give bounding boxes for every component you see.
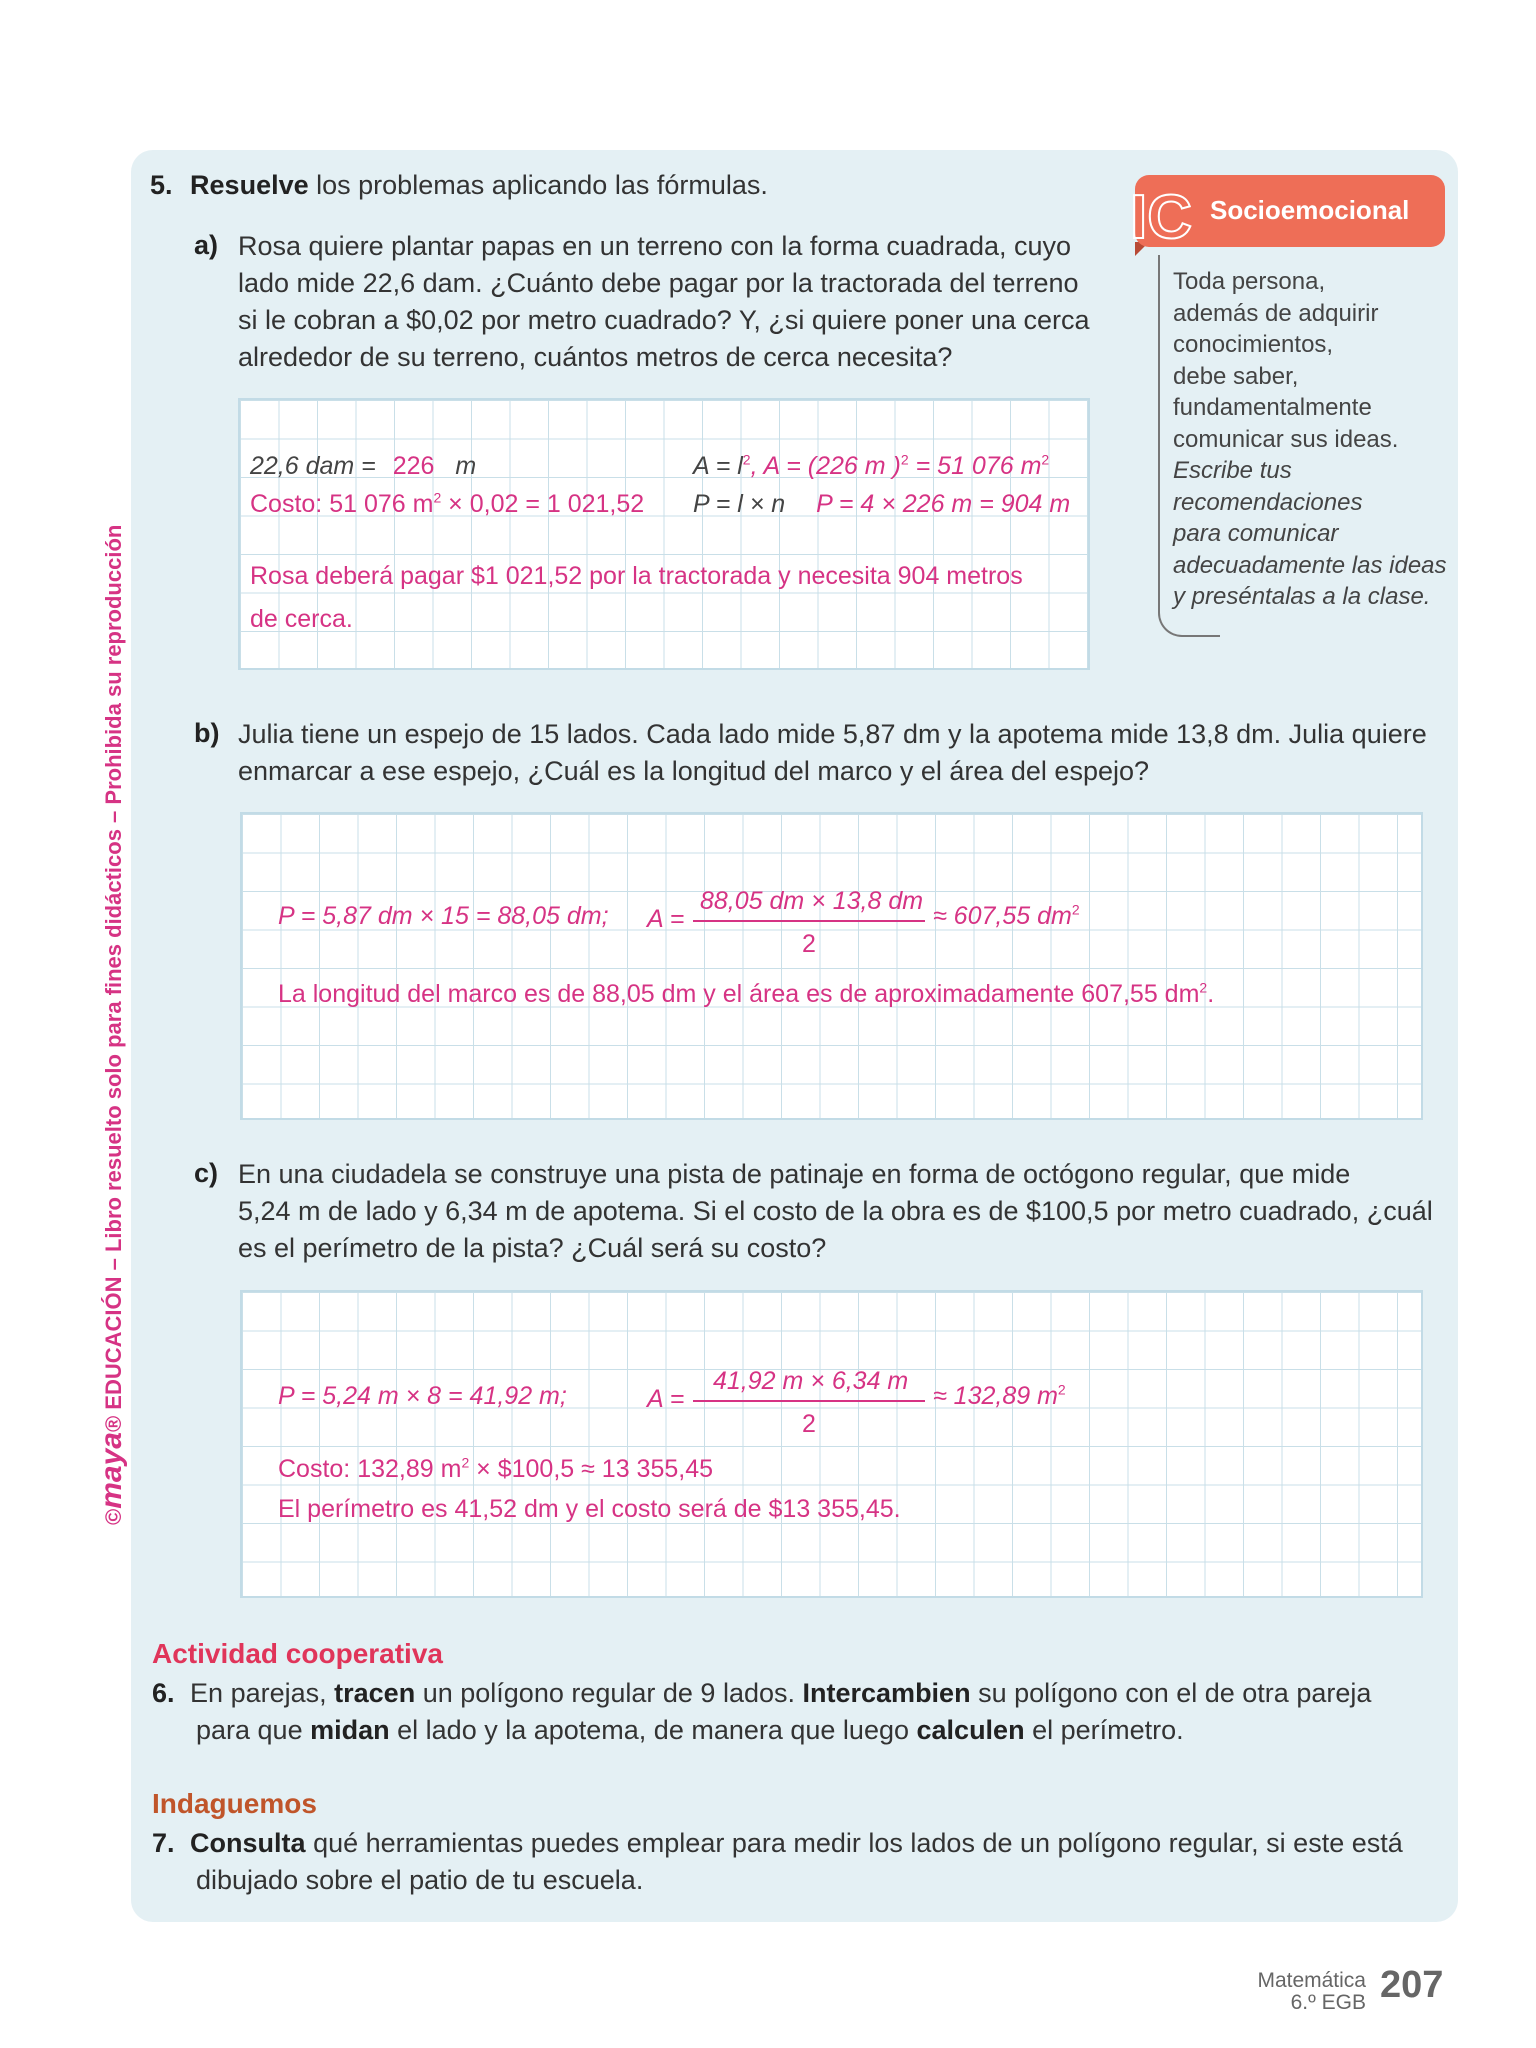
socio-title: Socioemocional — [1210, 195, 1410, 225]
q7-t1: qué herramientas puedes emplear para medir los lados de un polígono regular, si este está — [313, 1828, 1403, 1858]
a-area-result: = 51 076 m — [908, 452, 1042, 480]
a-area-formula — [693, 452, 1049, 481]
socio-line: debe saber, — [1173, 362, 1299, 390]
a-area-expression: , A = (226 m ) — [750, 452, 901, 480]
sup: 2 — [742, 451, 751, 468]
q6-b2: Intercambien — [802, 1678, 971, 1708]
q7-t2: dibujado sobre el patio de tu escuela. — [196, 1865, 644, 1895]
a-cost-rest: × 0,02 = 1 021,52 — [441, 490, 645, 518]
brand-logo: maya — [95, 1432, 128, 1509]
socio-italic-line: Escribe tus — [1173, 457, 1292, 484]
b-fraction-bar — [693, 920, 925, 922]
q6-b1: tracen — [334, 1678, 416, 1708]
c-fraction-denominator: 2 — [802, 1410, 816, 1438]
a-area-label: A = l — [693, 452, 743, 480]
q6-b3: midan — [310, 1715, 390, 1745]
q6-t5: el lado y la apotema, de manera que luego — [397, 1715, 909, 1745]
c-cost-rest: × $100,5 ≈ 13 355,45 — [469, 1455, 714, 1483]
copyright-symbol: © — [101, 1508, 126, 1525]
sup: 2 — [900, 451, 909, 468]
sup: 2 — [461, 1454, 470, 1471]
q5b-text — [238, 716, 1448, 790]
q6-t1: En parejas, — [190, 1678, 327, 1708]
answer-grid-c — [240, 1290, 1423, 1598]
c-area-result-text: ≈ 132,89 m — [933, 1382, 1058, 1410]
q6-text — [152, 1675, 1452, 1749]
a-perimeter — [693, 490, 1070, 519]
b-numerator-text: 88,05 dm × 13,8 dm — [700, 887, 924, 915]
coop-heading: Actividad cooperativa — [152, 1638, 443, 1669]
socio-line: además de adquirir — [1173, 299, 1379, 327]
q6-t6: el perímetro. — [1032, 1715, 1184, 1745]
q5b-line: Julia tiene un espejo de 15 lados. Cada lado mide 5,87 dm y la apotema mide 13,8 dm. Julia quiere — [238, 719, 1427, 749]
b-conclusion-end: . — [1207, 980, 1215, 1008]
b-area-label — [647, 905, 684, 934]
b-conclusion-text: La longitud del marco es de 88,05 dm y el área es de aproximadamente 607,55 dm — [278, 980, 1200, 1008]
socio-line: Toda persona, — [1173, 268, 1326, 295]
b-conclusion — [278, 980, 1214, 1009]
q5c-label: c) — [194, 1158, 219, 1188]
q5a-line: alrededor de su terreno, cuántos metros de cerca necesita? — [238, 342, 953, 372]
copyright-text: ® EDUCACIÓN – Libro resuelto solo para fines didácticos – Prohibida su reproducción — [101, 524, 126, 1433]
socio-text — [1173, 266, 1453, 613]
socio-italic-line: para comunicar — [1173, 520, 1339, 547]
q5c-line: 5,24 m de lado y 6,34 m de apotema. Si el costo de la obra es de $100,5 por metro cuadrado, ¿cuál — [238, 1196, 1433, 1226]
answer-grid-a — [238, 398, 1090, 670]
q6-b4: calculen — [916, 1715, 1025, 1745]
footer-subject — [1236, 1970, 1366, 2014]
b-area-a: A = — [647, 905, 685, 933]
socio-italic-line: recomendaciones — [1173, 488, 1363, 516]
b-perimeter — [278, 902, 609, 931]
q5-number: 5. — [150, 170, 173, 200]
q6-t4: para que — [196, 1715, 303, 1745]
q5b-label: b) — [194, 718, 220, 748]
q6-number: 6. — [152, 1678, 175, 1708]
c-perimeter — [278, 1382, 567, 1411]
q7-number: 7. — [152, 1828, 175, 1858]
a-conversion-unit: m — [455, 452, 477, 480]
answer-grid-b — [240, 812, 1423, 1120]
indag-heading: Indaguemos — [152, 1788, 317, 1819]
q5a-label: a) — [194, 230, 219, 260]
q7-text — [152, 1825, 1452, 1899]
c-area-a: A = — [647, 1385, 685, 1413]
a-cost — [250, 490, 644, 519]
c-conclusion: El perímetro es 41,52 dm y el costo será de $13 355,45. — [278, 1495, 901, 1523]
q5a-line: si le cobran a $0,02 por metro cuadrado? Y, ¿si quiere poner una cerca — [238, 305, 1090, 335]
c-perimeter-text: P = 5,24 m × 8 = 41,92 m; — [278, 1382, 567, 1410]
q5a-text — [238, 228, 1118, 376]
c-numerator-text: 41,92 m × 6,34 m — [713, 1367, 909, 1395]
q6-t2: un polígono regular de 9 lados. — [422, 1678, 795, 1708]
c-cost — [278, 1455, 713, 1484]
c-fraction-bar — [693, 1400, 925, 1402]
sup: 2 — [1041, 451, 1050, 468]
q5c-line: es el perímetro de la pista? ¿Cuál será su costo? — [238, 1233, 827, 1263]
a-conversion — [250, 452, 476, 481]
socio-italic-line: adecuadamente las ideas — [1173, 551, 1447, 579]
socio-line: comunicar sus ideas. — [1173, 425, 1399, 453]
page-number: 207 — [1380, 1964, 1444, 2006]
b-area-result-text: ≈ 607,55 dm — [933, 902, 1072, 930]
sup: 2 — [1071, 901, 1080, 918]
c-fraction-numerator — [713, 1367, 908, 1396]
q5b-line: enmarcar a ese espejo, ¿Cuál es la longitud del marco y el área del espejo? — [238, 756, 1150, 786]
sup: 2 — [433, 489, 442, 506]
footer-grade: 6.º EGB — [1290, 1991, 1366, 2014]
q5a-line: lado mide 22,6 dam. ¿Cuánto debe pagar por la tractorada del terreno — [238, 268, 1079, 298]
a-conclusion-2: de cerca. — [250, 605, 353, 633]
q5c-line: En una ciudadela se construye una pista de patinaje en forma de octógono regular, que mide — [238, 1159, 1351, 1189]
q5-instruction: los problemas aplicando las fórmulas. — [316, 170, 768, 200]
sup: 2 — [1199, 979, 1208, 996]
q5-verb: Resuelve — [190, 170, 309, 200]
q6-t3: su polígono con el de otra pareja — [978, 1678, 1372, 1708]
q5-header — [150, 167, 768, 204]
footer-subject-name: Matemática — [1257, 1969, 1366, 1992]
c-area-result — [933, 1382, 1066, 1411]
a-conversion-value: 226 — [392, 452, 435, 480]
sup: 2 — [1057, 1381, 1066, 1398]
copyright-margin — [95, 525, 129, 1525]
a-conversion-label: 22,6 dam = — [250, 452, 376, 480]
a-conclusion-1: Rosa deberá pagar $1 021,52 por la tractorada y necesita 904 metros — [250, 562, 1023, 590]
socio-line: fundamentalmente — [1173, 394, 1372, 421]
socio-italic-line: y preséntalas a la clase. — [1173, 583, 1431, 610]
b-area-result — [933, 902, 1080, 931]
a-perimeter-label: P = l × n — [693, 490, 786, 518]
b-perimeter-text: P = 5,87 dm × 15 = 88,05 dm; — [278, 902, 609, 930]
c-area-label — [647, 1385, 684, 1414]
c-cost-label: Costo: 132,89 m — [278, 1455, 462, 1483]
q7-verb: Consulta — [190, 1828, 306, 1858]
a-perimeter-value: P = 4 × 226 m = 904 m — [816, 490, 1071, 518]
b-fraction-numerator — [700, 887, 923, 916]
q5c-text — [238, 1156, 1448, 1267]
q5a-line: Rosa quiere plantar papas en un terreno con la forma cuadrada, cuyo — [238, 231, 1072, 261]
a-cost-label: Costo: 51 076 m — [250, 490, 434, 518]
b-fraction-denominator: 2 — [802, 930, 816, 958]
socio-ic-mark: IC — [1130, 183, 1192, 252]
socio-line: conocimientos, — [1173, 331, 1334, 358]
